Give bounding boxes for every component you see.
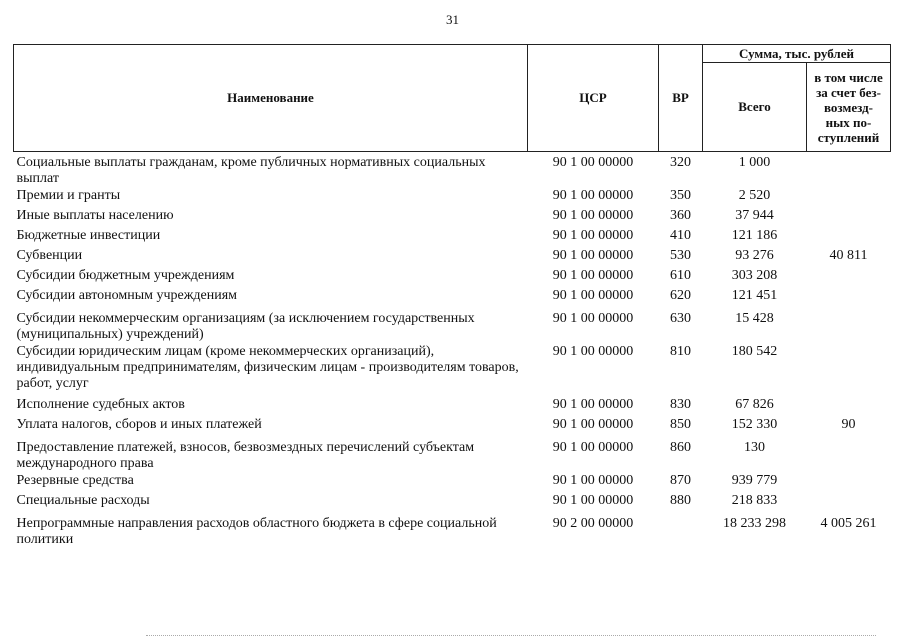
cell-name: Исполнение судебных актов [16, 397, 185, 412]
budget-table [13, 44, 891, 549]
table-row [14, 417, 891, 437]
cell-free [807, 344, 891, 397]
table-row [14, 188, 891, 208]
cell-free [807, 437, 891, 473]
cell-total: 130 [744, 440, 765, 455]
cell-total: 2 520 [738, 188, 771, 203]
cell-total: 180 542 [731, 344, 778, 359]
cell-vr: 360 [670, 208, 691, 223]
cell-vr: 530 [670, 248, 691, 263]
cell-vr: 880 [670, 493, 691, 508]
table-row [14, 288, 891, 308]
table-row [14, 493, 891, 513]
table-row [14, 248, 891, 268]
table-row [14, 228, 891, 248]
header-total: Всего [703, 63, 807, 152]
table-row [14, 397, 891, 417]
cell-name: Премии и гранты [16, 188, 121, 203]
cell-name: Предоставление платежей, взносов, безвозмездных перечислений субъектам международного права [16, 440, 475, 471]
header-free-receipts [807, 63, 891, 152]
cell-csr: 90 1 00 00000 [552, 344, 634, 359]
cell-vr: 610 [670, 268, 691, 283]
table-row [14, 344, 891, 397]
cell-vr: 810 [670, 344, 691, 359]
cell-total: 121 451 [731, 288, 778, 303]
cell-name: Непрограммные направления расходов областного бюджета в сфере социальной политики [16, 516, 497, 547]
cell-csr: 90 1 00 00000 [552, 493, 634, 508]
cell-vr: 830 [670, 397, 691, 412]
footer-divider [146, 635, 876, 636]
header-free-line: в том числе [814, 69, 883, 85]
cell-total: 218 833 [731, 493, 778, 508]
cell-name: Субсидии некоммерческим организациям (за исключением государственных (муниципальных) учреждений) [16, 311, 475, 342]
cell-free: 40 811 [829, 248, 868, 263]
cell-vr: 410 [670, 228, 691, 243]
cell-free [807, 268, 891, 288]
cell-vr: 850 [670, 417, 691, 432]
cell-csr: 90 1 00 00000 [552, 417, 634, 432]
table-row [14, 268, 891, 288]
cell-free: 90 [841, 417, 856, 432]
cell-csr: 90 1 00 00000 [552, 228, 634, 243]
table-header [14, 45, 891, 152]
cell-vr: 860 [670, 440, 691, 455]
cell-name: Специальные расходы [16, 493, 150, 508]
header-csr: ЦСР [528, 45, 659, 152]
table-row [14, 208, 891, 228]
cell-free [807, 188, 891, 208]
cell-name: Субсидии автономным учреждениям [16, 288, 238, 303]
cell-name: Субсидии юридическим лицам (кроме некоммерческих организаций), индивидуальным предпринимателям, физическим лицам - производителям товаров, работ, услуг [16, 344, 519, 391]
cell-vr: 320 [670, 155, 691, 170]
cell-vr: 620 [670, 288, 691, 303]
header-free-line: ных по- [825, 114, 872, 130]
cell-vr [659, 513, 703, 549]
header-free-line: ступлений [817, 129, 880, 145]
cell-total: 152 330 [731, 417, 778, 432]
header-free-line: возмезд- [824, 99, 873, 115]
cell-total: 1 000 [738, 155, 771, 170]
cell-free [807, 208, 891, 228]
cell-free [807, 493, 891, 513]
cell-total: 67 826 [735, 397, 774, 412]
table-row [14, 437, 891, 473]
cell-free [807, 473, 891, 493]
cell-name: Резервные средства [16, 473, 134, 488]
cell-free: 4 005 261 [820, 516, 877, 531]
cell-csr: 90 1 00 00000 [552, 311, 634, 326]
header-name: Наименование [14, 45, 528, 152]
header-vr: ВР [659, 45, 703, 152]
cell-total: 939 779 [731, 473, 778, 488]
cell-csr: 90 1 00 00000 [552, 440, 634, 455]
cell-free [807, 288, 891, 308]
cell-name: Иные выплаты населению [16, 208, 174, 223]
table-body [14, 152, 891, 550]
cell-name: Субвенции [16, 248, 83, 263]
cell-csr: 90 1 00 00000 [552, 248, 634, 263]
table-row [14, 513, 891, 549]
cell-free [807, 397, 891, 417]
page-number: 31 [446, 12, 459, 27]
table-row [14, 152, 891, 189]
header-sum: Сумма, тыс. рублей [703, 45, 891, 63]
cell-free [807, 308, 891, 344]
cell-csr: 90 1 00 00000 [552, 188, 634, 203]
cell-total: 93 276 [735, 248, 774, 263]
cell-csr: 90 1 00 00000 [552, 397, 634, 412]
cell-csr: 90 1 00 00000 [552, 268, 634, 283]
cell-vr: 630 [670, 311, 691, 326]
cell-vr: 350 [670, 188, 691, 203]
cell-csr: 90 2 00 00000 [552, 516, 634, 531]
cell-name: Социальные выплаты гражданам, кроме публичных нормативных социальных выплат [16, 155, 486, 186]
cell-free [807, 228, 891, 248]
cell-name: Бюджетные инвестиции [16, 228, 161, 243]
cell-vr: 870 [670, 473, 691, 488]
table-row [14, 473, 891, 493]
cell-total: 303 208 [731, 268, 778, 283]
cell-total: 15 428 [735, 311, 774, 326]
cell-total: 18 233 298 [723, 516, 786, 531]
cell-name: Субсидии бюджетным учреждениям [16, 268, 235, 283]
cell-name: Уплата налогов, сборов и иных платежей [16, 417, 262, 432]
cell-csr: 90 1 00 00000 [552, 155, 634, 170]
header-free-line: за счет без- [816, 84, 881, 100]
cell-csr: 90 1 00 00000 [552, 473, 634, 488]
cell-total: 37 944 [735, 208, 774, 223]
cell-total: 121 186 [731, 228, 778, 243]
cell-csr: 90 1 00 00000 [552, 208, 634, 223]
cell-free [807, 152, 891, 189]
table-row [14, 308, 891, 344]
cell-csr: 90 1 00 00000 [552, 288, 634, 303]
budget-table-container [13, 44, 890, 549]
